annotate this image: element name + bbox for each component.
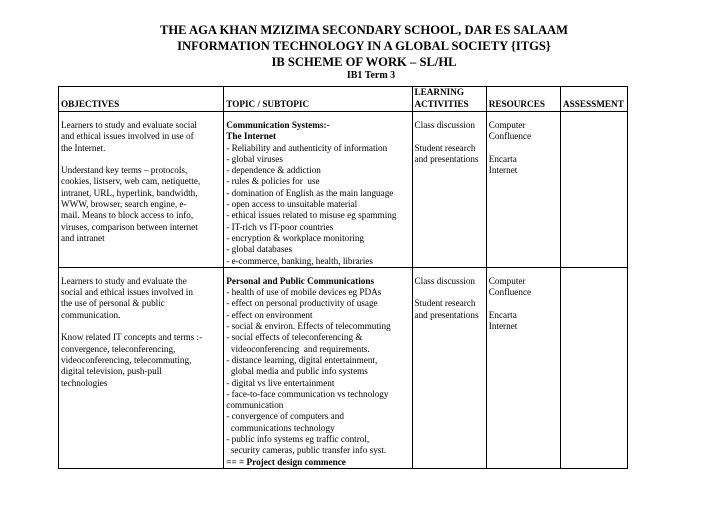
topic-line: communications technology	[226, 422, 335, 433]
topic-cell	[224, 112, 412, 268]
activities-cell	[412, 112, 486, 268]
topic-line: - dependence & addiction	[226, 165, 321, 176]
resource-line: Confluence	[488, 287, 532, 298]
header-resources: RESOURCES	[486, 87, 560, 112]
topic-line: - social effects of teleconferencing &	[226, 332, 363, 343]
topic-line: - encryption & workplace monitoring	[226, 232, 365, 243]
activity-line: Class discussion	[414, 275, 476, 286]
objective-line: Learners to study and evaluate the	[61, 275, 187, 286]
resources-cell	[486, 267, 560, 468]
objective-line: the Internet.	[61, 142, 106, 153]
header-objectives: OBJECTIVES	[59, 87, 224, 112]
activity-line: Class discussion	[414, 120, 476, 130]
topic-line: videoconferencing and requirements.	[226, 343, 370, 354]
objective-line: videoconferencing, telecommuting,	[61, 354, 192, 365]
resources-cell	[486, 112, 560, 268]
header-learning-line1: LEARNING	[414, 87, 465, 98]
topic-line: - ethical issues related to misuse eg spamming	[226, 210, 397, 221]
resource-line: Confluence	[488, 131, 532, 142]
resource-line: Encarta	[488, 153, 517, 164]
scheme-of-work-table	[58, 86, 628, 469]
header-learning-activities	[412, 87, 486, 112]
objectives-cell	[59, 267, 224, 468]
activity-line: and presentations	[414, 309, 479, 320]
term-label: IB1 Term 3	[346, 70, 396, 81]
resource-line: Internet	[488, 165, 518, 176]
objective-line: Learners to study and evaluate social	[61, 120, 197, 130]
spacer	[415, 287, 484, 298]
subject-title: INFORMATION TECHNOLOGY IN A GLOBAL SOCIETY {ITGS}	[177, 39, 551, 53]
topic-line: - digital vs live entertainment	[226, 377, 335, 388]
resource-line: Computer	[488, 275, 526, 286]
scheme-title: IB SCHEME OF WORK – SL/HL	[271, 55, 457, 69]
project-note: == = Project design commence	[226, 456, 346, 467]
topic-line: - convergence of computers and	[226, 411, 344, 422]
topic-line: - IT-rich vs IT-poor countries	[226, 221, 334, 232]
document-header	[0, 22, 728, 82]
objective-line: the use of personal & public	[61, 298, 165, 309]
topic-line: - e-commerce, banking, health, libraries	[226, 255, 373, 266]
header-learning-line2: ACTIVITIES	[414, 98, 469, 109]
assessment-cell	[561, 112, 628, 268]
activity-line: and presentations	[414, 153, 479, 164]
topic-line: - social & environ. Effects of telecommuting	[226, 321, 391, 332]
topic-line: security cameras, public transfer info syst.	[226, 445, 387, 456]
topic-line: - effect on environment	[226, 309, 313, 320]
subtopic-title: The Internet	[226, 131, 277, 142]
activity-line: Student research	[414, 298, 476, 309]
spacer	[489, 298, 558, 309]
objective-line: social and ethical issues involved in	[61, 287, 193, 298]
objectives-cell	[59, 112, 224, 268]
objective-line: Understand key terms – protocols,	[61, 165, 188, 176]
topic-line: - distance learning, digital entertainment,	[226, 354, 378, 365]
objective-line: convergence, teleconferencing,	[61, 343, 176, 354]
topic-line: communication	[226, 400, 284, 411]
objective-line: WWW, browser, search engine, e-	[61, 199, 187, 210]
resource-line: Computer	[488, 120, 526, 130]
topic-line: - global viruses	[226, 153, 283, 164]
spacer	[489, 143, 558, 154]
topic-line: - domination of English as the main language	[226, 187, 394, 198]
topic-line: - public info systems eg traffic control,	[226, 434, 370, 445]
topic-line: global media and public info systems	[226, 366, 368, 377]
table-row	[59, 112, 628, 268]
objective-line: and intranet	[61, 232, 105, 243]
objective-line: intranet, URL, hyperlink, bandwidth,	[61, 187, 198, 198]
assessment-cell	[561, 267, 628, 468]
activities-cell	[412, 267, 486, 468]
objective-line: digital television, push-pull	[61, 366, 162, 377]
topic-line: - health of use of mobile devices eg PDAs	[226, 287, 382, 298]
topic-line: - effect on personal productivity of usage	[226, 298, 378, 309]
topic-title: Communication Systems:-	[226, 120, 330, 130]
topic-line: - Reliability and authenticity of information	[226, 142, 388, 153]
objective-line: and ethical issues involved in use of	[61, 131, 194, 142]
objective-line: viruses, comparison between internet	[61, 221, 198, 232]
objective-line: mail. Means to block access to info,	[61, 210, 194, 221]
spacer	[415, 131, 484, 142]
topic-line: - global databases	[226, 244, 293, 255]
resource-line: Internet	[488, 321, 518, 332]
spacer	[61, 154, 221, 165]
objective-line: communication.	[61, 309, 121, 320]
topic-line: - face-to-face communication vs technology	[226, 388, 389, 399]
school-title: THE AGA KHAN MZIZIMA SECONDARY SCHOOL, DAR ES SALAAM	[159, 23, 569, 37]
objective-line: cookies, listserv, web cam, netiquette,	[61, 176, 201, 187]
objective-line: technologies	[61, 377, 108, 388]
resource-line: Encarta	[488, 309, 517, 320]
topic-line: - rules & policies for use	[226, 176, 320, 187]
topic-line: - open access to unsuitable material	[226, 199, 358, 210]
header-assessment: ASSESSMENT	[561, 87, 628, 112]
spacer	[61, 321, 221, 332]
topic-title: Personal and Public Communications	[226, 275, 375, 286]
activity-line: Student research	[414, 142, 476, 153]
table-row	[59, 267, 628, 468]
table-header-row	[59, 87, 628, 112]
topic-cell	[224, 267, 412, 468]
header-topic: TOPIC / SUBTOPIC	[224, 87, 412, 112]
objective-line: Know related IT concepts and terms :-	[61, 332, 203, 343]
